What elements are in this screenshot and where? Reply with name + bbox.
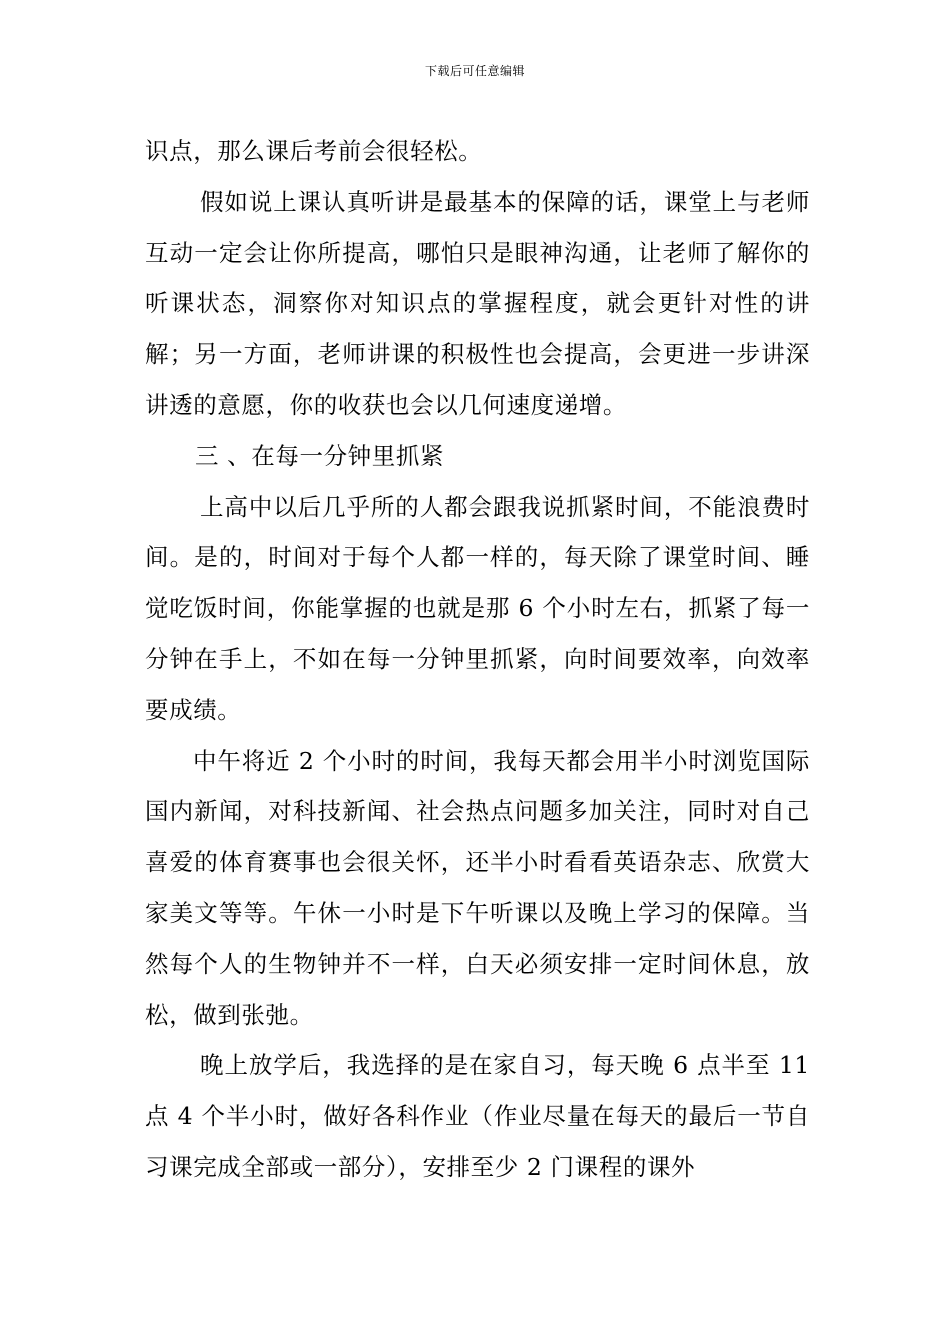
section-heading: 三 、在每一分钟里抓紧 bbox=[195, 441, 445, 470]
paragraph: 晚上放学后，我选择的是在家自习，每天晚 6 点半至 11 点 4 个半小时，做好各科作业（作业尽量在每天的最后一节自习课完成全部或一部分），安排至少 2 门课程的课外 bbox=[145, 1051, 810, 1181]
paragraph: 中午将近 2 个小时的时间，我每天都会用半小时浏览国际国内新闻，对科技新闻、社会热点问题多加关注，同时对自己喜爱的体育赛事也会很关怀，还半小时看看英语杂志、欣赏大家美文等等。午休一小时是下午听课以及晚上学习的保障。当然每个人的生物钟并不一样，白天必须安排一定时间休息，放松，做到张弛。 bbox=[145, 746, 810, 1029]
paragraph: 上高中以后几乎所的人都会跟我说抓紧时间，不能浪费时间。是的，时间对于每个人都一样的，每天除了课堂时间、睡觉吃饭时间，你能掌握的也就是那 6 个小时左右，抓紧了每一分钟在手上，不如在每一分钟里抓紧，向时间要效率，向效率要成绩。 bbox=[145, 492, 810, 724]
paragraph-continuation: 识点，那么课后考前会很轻松。 bbox=[145, 137, 483, 165]
body-text bbox=[145, 126, 810, 1193]
page-header: 下载后可任意编辑 bbox=[424, 64, 525, 78]
paragraph: 假如说上课认真听讲是最基本的保障的话，课堂上与老师互动一定会让你所提高，哪怕只是眼神沟通，让老师了解你的听课状态，洞察你对知识点的掌握程度，就会更针对性的讲解；另一方面，老师讲课的积极性也会提高，会更进一步讲深讲透的意愿，你的收获也会以几何速度递增。 bbox=[145, 187, 810, 419]
